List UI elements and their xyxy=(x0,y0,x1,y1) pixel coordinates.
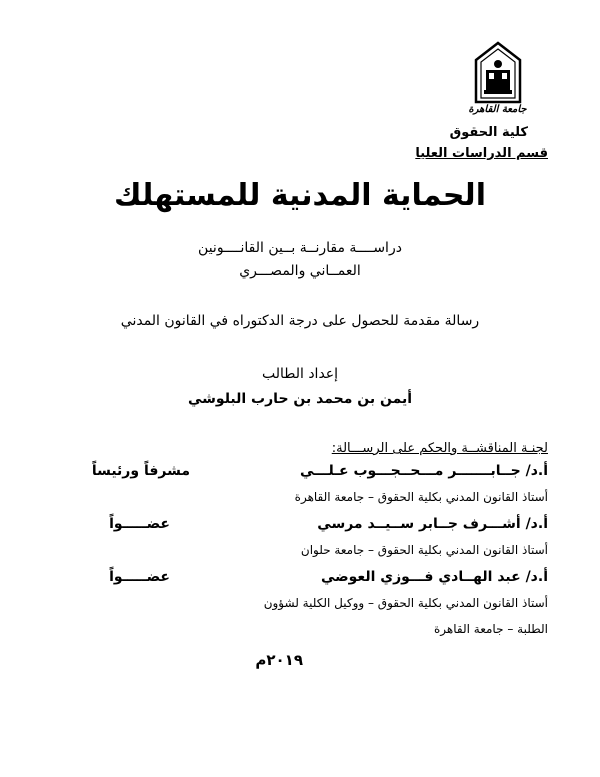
committee-member-affiliation: أستاذ القانون المدني بكلية الحقوق – جامعة حلوان xyxy=(300,543,548,557)
committee-member-affiliation: أستاذ القانون المدني بكلية الحقوق – جامعة القاهرة xyxy=(294,490,548,504)
student-name: أيمن بن محمد بن حارب البلوشي xyxy=(187,391,413,407)
thesis-purpose: رسالة مقدمة للحصول على درجة الدكتوراه في القانون المدني xyxy=(120,313,480,329)
committee-member-name: أ.د/ أشـــرف جــابر ســيــد مرسي xyxy=(317,516,548,532)
committee-member-role: عضـــــواً xyxy=(109,516,170,532)
subtitle-line-2: العمــاني والمصـــري xyxy=(239,263,361,279)
committee-member-name: أ.د/ عبد الهــادي فـــوزي العوضي xyxy=(320,569,548,585)
committee-member-affiliation: الطلبة – جامعة القاهرة xyxy=(434,622,548,636)
faculty-name: كلية الحقوق xyxy=(449,125,528,140)
committee-member-name: أ.د/ جــابـــــــر مـــحــجـــوب عـلـــي xyxy=(300,463,548,479)
committee-member-affiliation: أستاذ القانون المدني بكلية الحقوق – ووكيل الكلية لشؤون xyxy=(263,596,548,610)
thesis-year: ٢٠١٩م xyxy=(255,651,303,669)
committee-member-role: عضـــــواً xyxy=(109,569,170,585)
prepared-by-label: إعداد الطالب xyxy=(261,366,339,382)
committee-heading: لجنـة المناقشــة والحكم على الرســـالة: xyxy=(331,441,548,456)
department-name: قسم الدراسات العليا xyxy=(415,146,548,161)
thesis-title: الحماية المدنية للمستهلك xyxy=(114,178,486,213)
emblem-caption: جامعة القاهرة xyxy=(468,104,527,115)
committee-member-role: مشرفاً ورئيساً xyxy=(91,463,190,479)
subtitle-line-1: دراســــة مقارنــة بــين القانــــونين xyxy=(198,240,402,256)
